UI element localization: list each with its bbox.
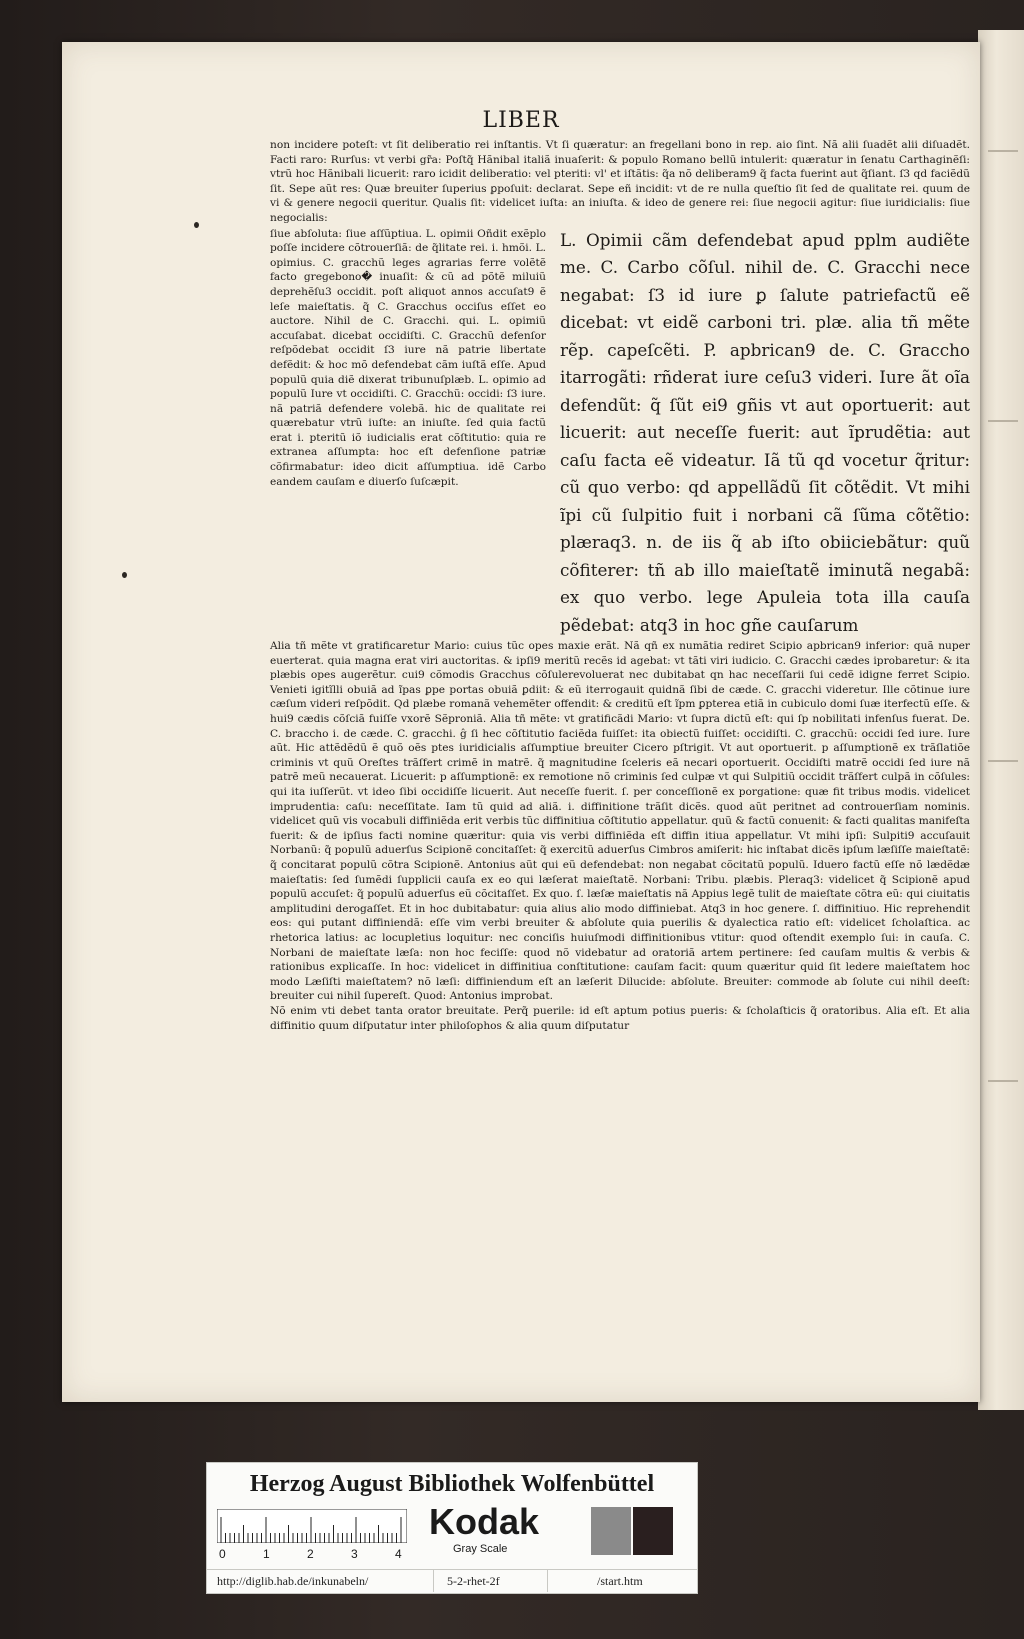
ruler-label: 4 — [395, 1547, 402, 1561]
margin-mark — [194, 222, 199, 228]
dark-swatch — [633, 1507, 673, 1555]
gray-scale-label: Gray Scale — [453, 1543, 508, 1555]
ruler-scale — [217, 1509, 407, 1543]
paragraph-end: Nõ enim vti debet tanta orator breuitate. Perq̃ puerile: id eſt aptum potius pueris: & ſcholaſticis q̃ oratoribus. Alia eſt. Et alia diffinitio quum diſputatur inter philoſophos & alia quum diſputatur — [270, 1004, 970, 1032]
margin-mark — [122, 572, 127, 578]
left-column-commentary: ſiue abſoluta: ſiue aſſũptiua. L. opimii Oñdit exẽplo poſſe incidere cõtrouerſiã: de q̃litate rei. i. hmõi. L. opimius. C. gracchũ leges agrarias ferre volẽtẽ facto gregebono� inuaſit: & cũ ad põtẽ miluiũ deprehẽſu3 occidit. poſt aliquot annos accuſat9 ẽ leſe maieſtatis. q̃ C. Gracchus occiſus eſſet eo auctore. Nihil de C. Gracchi. qui. L. opimiũ accuſabat. dicebat occidiſti. C. Gracchũ defenſor reſpõdebat occidit ſ3 iure nã patrie libertate defẽdit: & hoc mõ defendebat cãm iuſtã eſſe. Apud populũ quia diẽ dixerat tribunuſplæb. L. opimio ad populũ Iure vt occidiſti. C. Gracchũ: occidi: ſ3 iure. nã patriã defendere volebã. hic de qualitate rei quærebatur vtrũ iuſte: an iniuſte. ſed quia factũ erat i. pteritũ iõ iudicialis erat cõſtitutio: quia re extranea aſſumpta: hoc eſt defenſione patriæ cõfirmabatur: ideo dicit aſſumptiua. idẽ Carbo eandem cauſam e diuerſo ſuſcæpit. — [270, 227, 546, 488]
url-left: http://diglib.hab.de/inkunabeln/ — [217, 1574, 369, 1588]
divider — [433, 1570, 434, 1592]
running-head: LIBER — [482, 108, 560, 133]
next-page-edge — [978, 30, 1024, 1410]
two-column-section — [270, 227, 970, 640]
paragraph-bottom: Alia tñ mẽte vt gratificaretur Mario: cuius tũc opes maxie erãt. Nã qñ ex numãtia rediret Scipio apbrican9 inferior: quã nuper euerterat. quia magna erat viri auctoritas. & ipſi9 meritũ recẽs id agebat: vt tãti viri iudicio. C. Gracchi cædes iprobaretur: & ita plæbis opes augerẽtur. cui9 cõmodis Gracchus cõſulerevoluerat nec dubitabat qn hac neceſſarii ſui cedẽ idigne ferret Scipio. Venieti igitĩlli obuiã ad ĩpas ꝑpe portas obuiã ꝑdiit: & eũ iterrogauit quidnã ſibi de cæde. C. gracchi videretur. Ille cõtinue iure cæſum videri reſpõdit. Qd plæbe romanã vehemẽter offendit: & creditũ eſt ĩpm ꝑpterea etiã in cubiculo domi ſuæ iterfectũ eſſe. & hui9 cædis cõſciã fuiſſe vxorẽ Sẽproniã. Alia tñ mẽte: vt gratificãdi Mario: vt ſupra dictũ eſt: qui ſp nobilitati infenſus fuerat. De. C. braccho i. de cæde. C. gracchi. ĝ ſi hec cõſtitutio faciẽda fuiſſet: ita obiectũ fuiſſet: occidiſti. C. gracchũ: occidi ſed iure. Iure aũt. Hic attẽdẽdũ ẽ quõ oẽs ptes iuridicialis aſſumptiue breuiter Cicero pſtrigit. Vt aut oportuerit. p aſſumptionẽ ex trãſlatiõe criminis vt quũ Oreſtes trãſfert crimẽ in matrẽ. q̃ magnitudine ſceleris eã necari oportuerit. Occidiſti matrẽ occidi ſed iure nã patrẽ meũ necauerat. Licuerit: p aſſumptionẽ: ex remotione nõ criminis ſed culpæ vt qui Sulpitiũ occidit trãſfert culpã in cõſules: qui ita iuſſerũt. vt ideo ſibi occidiſſe licuerit. Aut neceſſe fuerit. ſ. per conceſſionẽ ex porgatione: quæ fit tribus modis. videlicet imprudentia: caſu: neceſſitate. Iam tũ quid ad aliã. i. diffinitione trãſit dicẽs. quod aũt peritnet ad controuerſiam nominis. videlicet quũ vis vocabuli diffiniẽda erit verbis tũc diffinitiua cõſtitutio appellatur. quũ & factũ conuenit: & facti qualitas manifeſta fuerit: & de ipſius facti nomine quæritur: quia vis verbi diffiniẽda eſt diffin itiua appellatur. Vt mihi ipſi: Sulpiti9 accuſauit Norbanũ: q̃ populũ aduerſus Scipionẽ concitaſſet: q̃ exercitũ aduerſus Cimbros amiſerit: hic inſtabat dicẽs ipſum læſiſſe maieſtatẽ: q̃ concitarat populũ cõtra Scipionẽ. Antonius aũt qui eũ defendebat: non negabat cõcitatũ populũ. Iduero factũ eſſe nõ lædẽdæ maieſtatis: ſed ſumẽdi ſupplicii cauſa ex eo qui læſerat maieſtatẽ. Norbani: Tribu. plæbis. Pleraq3: videlicet q̃ Scipionẽ apud populũ accuſet: q̃ populũ aduerſus eũ cõcitaſſet. Ex quo. ſ. læſæ maieſtatis nã Appius legẽ tulit de maieſtate cõtra eũ: qui ciuitatis amplitudini derogaſſet. Et in hoc dubitabatur: quia alius alio modo diffiniebat. Atq3 in hoc genere. ſ. diffinitiuo. Hic reprehendit eos: qui putant diffiniendã: eſſe vim verbi breuiter & abſolute quia puerilis & dyalectica ratio eſt: videlicet ſcholaſtica. ac rhetorica latius: ac locupletius loquitur: nec conciſis huiuſmodi diffinitionibus vtitur: quod oſtendit exemplo ſui: in cauſa. C. Norbani de maieſtate læſa: non hoc feciſſe: quod nõ videbatur ad oratoriã artem pertinere: ſed cauſam multis & verbis & rationibus explicaſſe. In hoc: videlicet in diffinitiua conſtitutione: cauſam facit: quum quæritur quid ſit ledere maieſtatem hoc modo Læſiſti maieſtatem? nõ læſi: diffiniendum eſt an læſerit Dilucide: abſolute. Breuiter: commode ab ſolute cui nihil deeſt: breuiter cui nihil ſupereſt. Quod: Antonius improbat. — [270, 640, 970, 1003]
edge-line — [988, 150, 1018, 152]
ruler-label: 2 — [307, 1547, 314, 1561]
library-color-card — [206, 1462, 698, 1594]
ruler-ticks — [217, 1509, 407, 1543]
book-page — [62, 42, 980, 1402]
url-right: /start.htm — [597, 1574, 643, 1588]
ruler-label: 3 — [351, 1547, 358, 1561]
paragraph-top: non incidere poteſt: vt ſit deliberatio rei inſtantis. Vt ſi quæratur: an fregellani bono in rep. aio ſint. Nã alii ſuadẽt alii diſuadẽt. Facti raro: Rurſus: vt verbi gr̃a: Poſtq̃ Hãnibal italiã inuaſerit: & populo Romano bellũ intulerit: quæratur in ſenatu Carthaginẽſi: vtrũ hoc Hãnibali licuerit: raro icidit deliberatio: vel pteriti: vl' et iſtãtis: q̃a nõ deliberam9 q̃ facta fuerint aut q̃ſiant. ſ3 qd faciẽdũ ſit. Sepe aũt res: Quæ breuiter ſuperius ꝑpoſuit: declarat. Sepe eñ incidit: vt de re nulla queſtio ſit ſed de qualitate rei. quum de vi & genere negocii queritur. Qualis ſit: videlicet iuſta: an iniuſta. & ideo de genere rei: ſiue negocii agitur: ſiue iuridicialis: ſiue negocialis: — [270, 139, 970, 224]
url-mid: 5-2-rhet-2f — [447, 1574, 500, 1588]
ruler-label: 0 — [219, 1547, 226, 1561]
edge-line — [988, 420, 1018, 422]
right-column-text: L. Opimii cãm defendebat apud pplm audiẽte me. C. Carbo cõſul. nihil de. C. Gracchi nece negabat: ſ3 id iure ꝑ ſalute patriefactũ eẽ dicebat: vt eidẽ carboni tri. plæ. alia tñ mẽte rẽp. capeſcẽti. P. apbrican9 de. C. Graccho itarrogãti: rñderat iure ceſu3 videri. Iure ãt oĩa defendũt: q̃ ſũt ei9 gñis vt aut oportuerit: aut licuerit: aut neceſſe fuerit: aut ĩprudẽtia: aut caſu facta eẽ videatur. Iã tũ qd vocetur q̃ritur: cũ quo verbo: qd appellãdũ ſit cõtẽdit. Vt mihi ĩpi cũ ſulpitio fuit i norbani cã ſũma cõtẽtio: plæraq3. n. de iis q̃ ab iſto obiiciebãtur: quũ cõfiterer: tñ ab illo maieſtatẽ iminutã negabã: ex quo verbo. lege Apuleia tota illa cauſa pẽdebat: atq3 in hoc gñe cauſarum — [560, 229, 970, 635]
edge-line — [988, 1080, 1018, 1082]
edge-line — [988, 760, 1018, 762]
kodak-logo: Kodak — [429, 1501, 540, 1542]
card-footer — [207, 1569, 697, 1592]
ruler-label: 1 — [263, 1547, 270, 1561]
divider — [547, 1570, 548, 1592]
gray-swatch — [591, 1507, 631, 1555]
card-title: Herzog August Bibliothek Wolfenbüttel — [249, 1471, 655, 1497]
main-text — [270, 138, 970, 1033]
